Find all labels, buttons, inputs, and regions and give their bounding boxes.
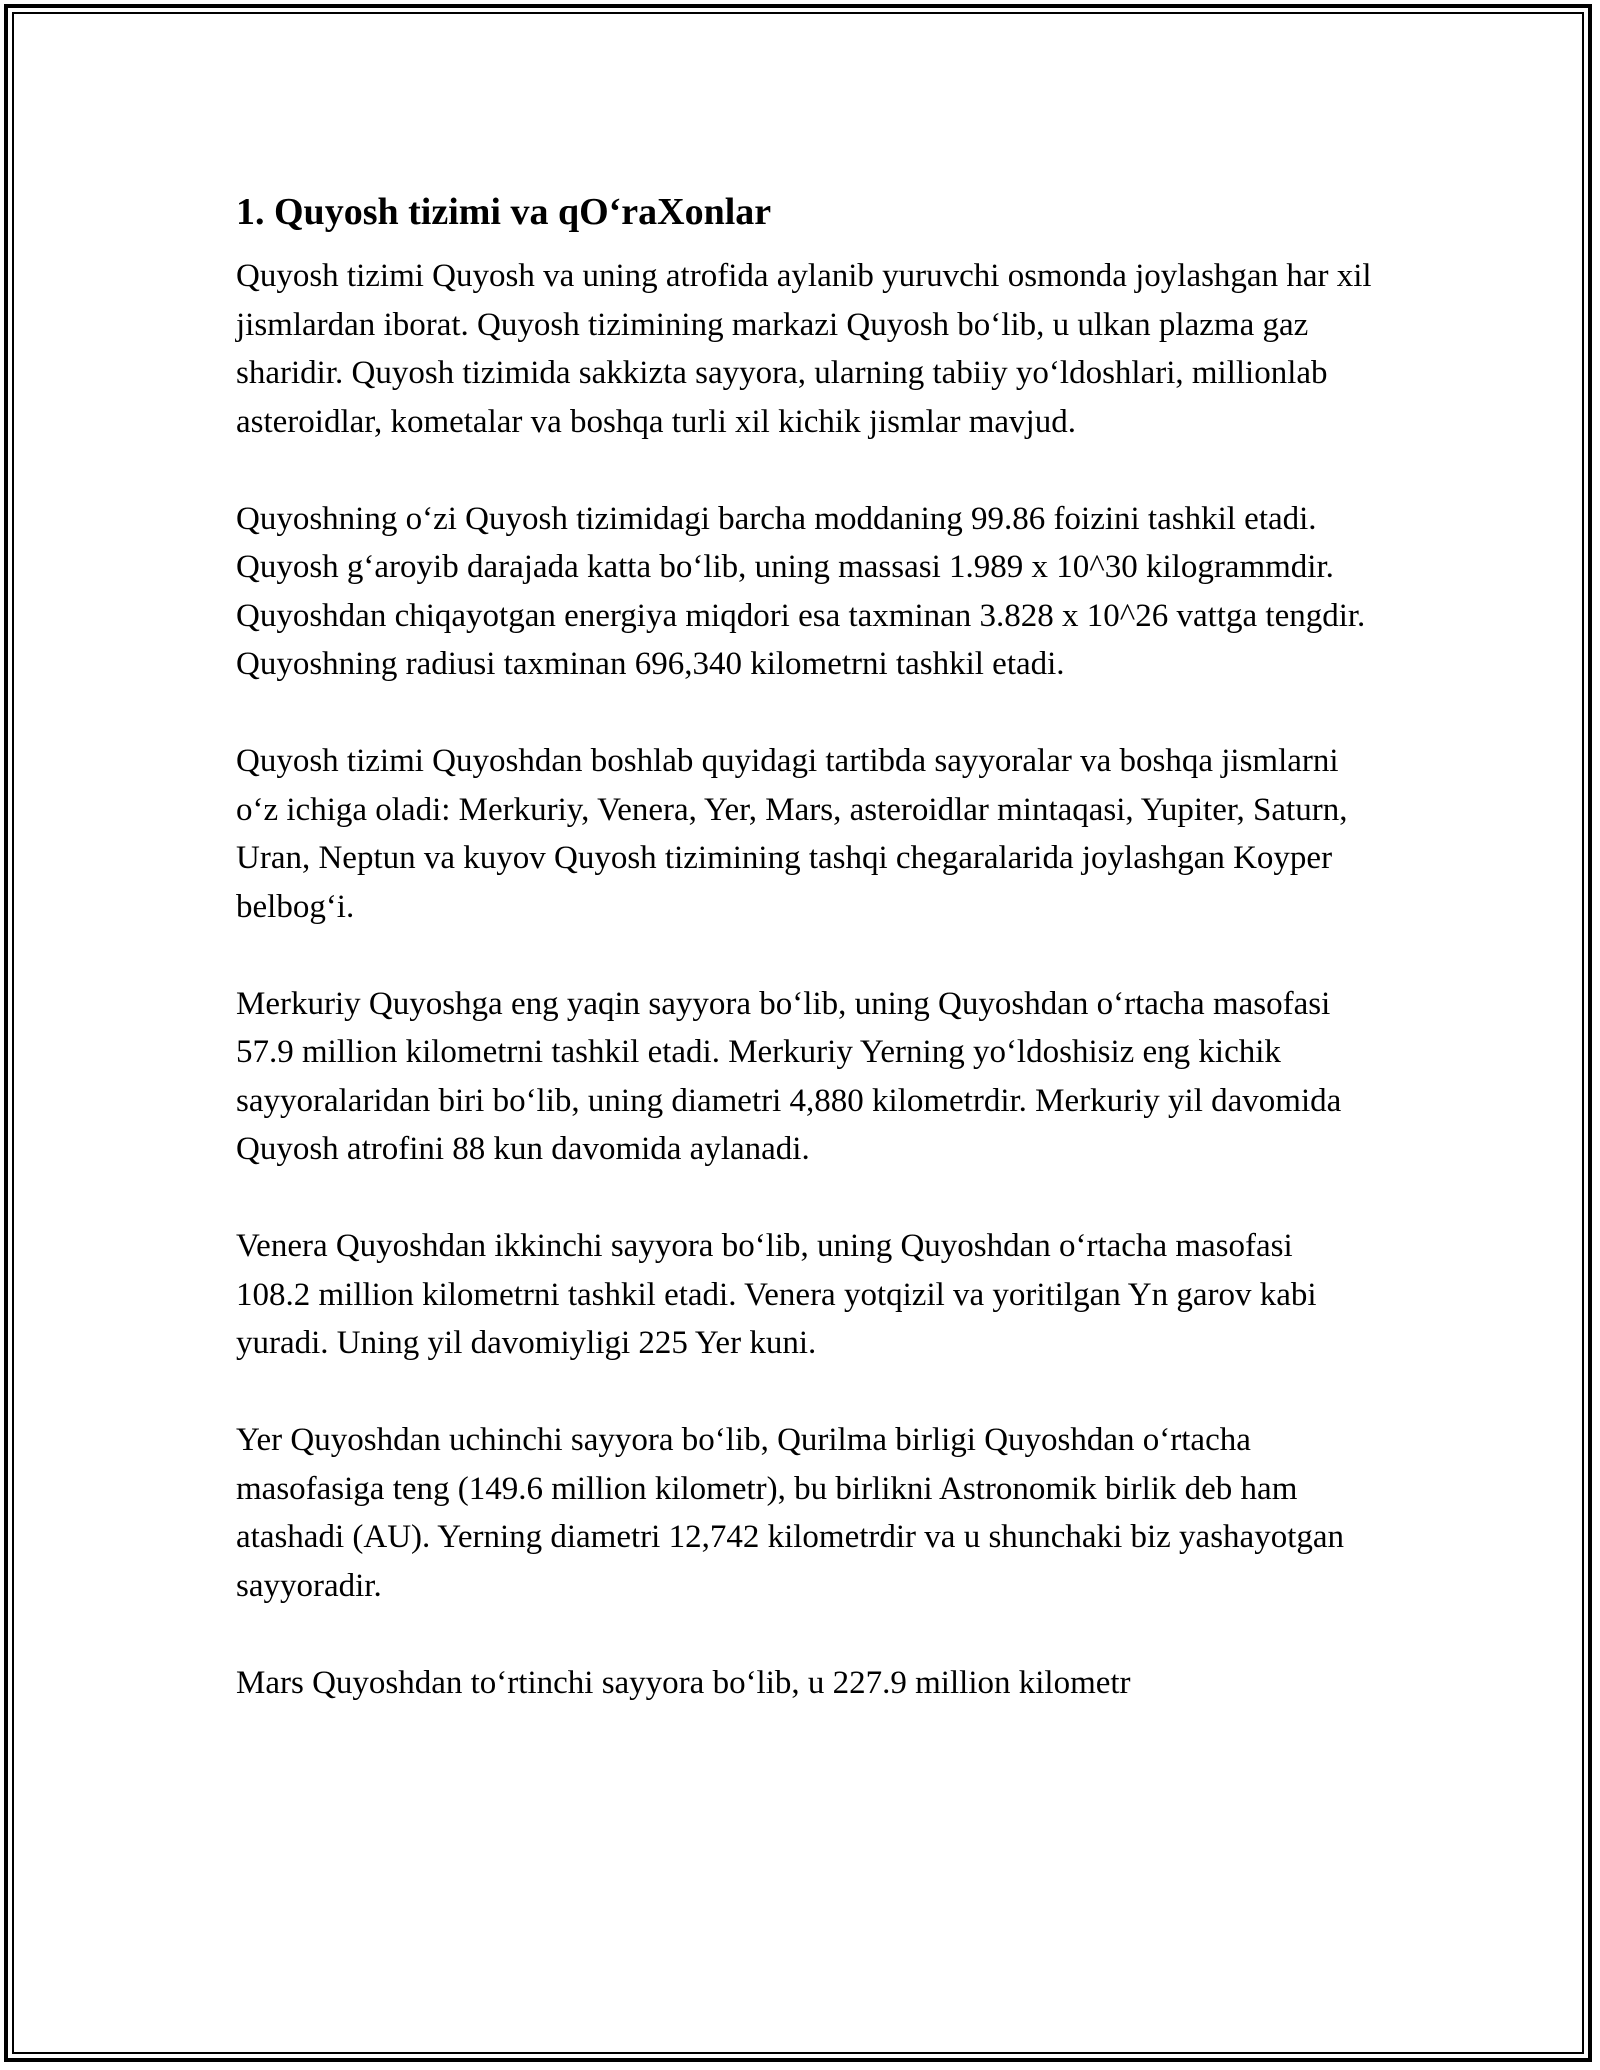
paragraph-mercury: Merkuriy Quyoshga eng yaqin sayyora bo‘lib, uning Quyoshdan o‘rtacha masofasi 57.9 million kilometrni tashkil etadi. Merkuriy Yerning yo‘ldoshisiz eng kichik sayyoralaridan biri bo‘lib, uning diametri 4,880 kilometrdir. Merkuriy yil davomida Quyosh atrofini 88 kun davomida aylanadi.	[236, 985, 1342, 1167]
paragraph-sun-facts: Quyoshning o‘zi Quyosh tizimidagi barcha moddaning 99.86 foizini tashkil etadi. Quyosh g‘aroyib darajada katta bo‘lib, uning massasi 1.989 x 10^30 kilogrammdir. Quyoshdan chiqayotgan energiya miqdori esa taxminan 3.828 x 10^26 vattga tengdir. Quyoshning radiusi taxminan 696,340 kilometrni tashkil etadi.	[236, 500, 1366, 682]
paragraph-mars: Mars Quyoshdan to‘rtinchi sayyora bo‘lib, u 227.9 million kilometr	[236, 1664, 1131, 1701]
document-body	[236, 184, 1372, 1756]
paragraph-venus: Venera Quyoshdan ikkinchi sayyora bo‘lib, uning Quyoshdan o‘rtacha masofasi 108.2 million kilometrni tashkil etadi. Venera yotqizil va yoritilgan Yn garov kabi yuradi. Uning yil davomiyligi 225 Yer kuni.	[236, 1228, 1317, 1361]
paragraph-solar-system-intro: Quyosh tizimi Quyosh va uning atrofida aylanib yuruvchi osmonda joylashgan har xil jismlardan iborat. Quyosh tizimining markazi Quyosh bo‘lib, u ulkan plazma gaz sharidir. Quyosh tizimida sakkizta sayyora, ularning tabiiy yo‘ldoshlari, millionlab asteroidlar, kometalar va boshqa turli xil kichik jismlar mavjud.	[236, 258, 1372, 440]
paragraph-earth: Yer Quyoshdan uchinchi sayyora bo‘lib, Qurilma birligi Quyoshdan o‘rtacha masofasiga teng (149.6 million kilometr), bu birlikni Astronomik birlik deb ham atashadi (AU). Yerning diametri 12,742 kilometrdir va u shunchaki biz yashayotgan sayyoradir.	[236, 1422, 1345, 1604]
section-heading: 1. Quyosh tizimi va qO‘raXonlar	[236, 191, 772, 233]
paragraph-planet-order: Quyosh tizimi Quyoshdan boshlab quyidagi tartibda sayyoralar va boshqa jismlarni o‘z ichiga oladi: Merkuriy, Venera, Yer, Mars, asteroidlar mintaqasi, Yupiter, Saturn, Uran, Neptun va kuyov Quyosh tizimining tashqi chegaralarida joylashgan Koyper belbog‘i.	[236, 743, 1348, 925]
